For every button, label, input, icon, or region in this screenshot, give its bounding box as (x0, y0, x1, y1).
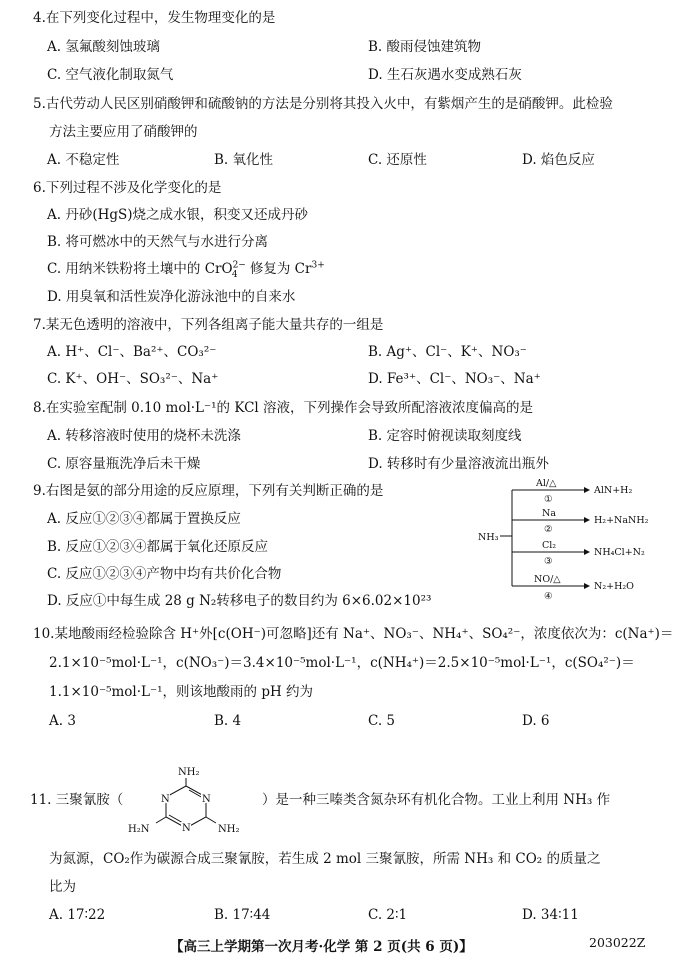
q6-chromium-charge: 3+ (311, 260, 325, 271)
q10-option-a: A. 3 (49, 713, 76, 729)
q6-option-c-text: C. 用纳米铁粉将土壤中的 CrO (47, 261, 233, 277)
q6-stem: 6.下列过程不涉及化学变化的是 (33, 180, 222, 196)
q10-option-d: D. 6 (522, 713, 550, 729)
q9-option-d: D. 反应①中每生成 28 g N₂转移电子的数目约为 6×6.02×10²³ (47, 593, 432, 609)
q7-option-c: C. K⁺、OH⁻、SO₃²⁻、Na⁺ (47, 371, 219, 387)
melamine-structure (118, 766, 258, 840)
q7-option-a: A. H⁺、Cl⁻、Ba²⁺、CO₃²⁻ (47, 344, 217, 360)
melamine-left-amine: H₂N (128, 824, 150, 835)
q8-option-b: B. 定容时俯视读取刻度线 (368, 428, 522, 444)
q7-option-d: D. Fe³⁺、Cl⁻、NO₃⁻、Na⁺ (368, 371, 541, 387)
q11-line3: 比为 (49, 879, 76, 895)
ammonia-reaction-diagram (478, 478, 668, 606)
melamine-svg (118, 766, 258, 840)
branch-3-arrowhead (584, 549, 590, 555)
q6-option-d: D. 用臭氧和活性炭净化游泳池中的自来水 (47, 289, 296, 305)
q5-stem-line1: 5.古代劳动人民区别硝酸钾和硫酸钠的方法是分别将其投入火中，有紫烟产生的是硝酸钾。此检验 (33, 96, 613, 112)
q9-option-a: A. 反应①②③④都属于置换反应 (47, 511, 241, 527)
melamine-left-bond (156, 817, 166, 823)
q5-option-b: B. 氧化性 (214, 152, 274, 168)
ammonia-reaction-svg (478, 478, 668, 606)
q4-option-c: C. 空气液化制取氮气 (47, 67, 174, 83)
q8-stem: 8.在实验室配制 0.10 mol·L⁻¹的 KCl 溶液，下列操作会导致所配溶液浓度偏高的是 (33, 400, 534, 416)
q6-option-c (47, 260, 325, 280)
branch-1-number: ① (544, 494, 553, 505)
q5-option-d: D. 焰色反应 (522, 152, 595, 168)
branch-4-arrowhead (584, 583, 590, 589)
q6-option-a: A. 丹砂(HgS)烧之成水银，积变又还成丹砂 (47, 207, 309, 223)
branch-1-product: AlN+H₂ (594, 485, 633, 496)
q10-line1: 10.某地酸雨经检验除含 H⁺外[c(OH⁻)可忽略]还有 Na⁺、NO₃⁻、NH₄⁺、SO₄²⁻，浓度依次为：c(Na⁺)＝ (33, 626, 674, 642)
branch-4-condition: NO/△ (534, 574, 561, 585)
branch-2-arrowhead (584, 517, 590, 523)
melamine-right-amine: NH₂ (218, 824, 240, 835)
q11-tail: ）是一种三嗪类含氮杂环有机化合物。工业上利用 NH₃ 作 (262, 792, 611, 808)
diagram-source: NH₃ (478, 532, 499, 543)
branch-3-product: NH₄Cl+N₂ (594, 547, 645, 558)
q10-option-b: B. 4 (214, 713, 242, 729)
q5-option-a: A. 不稳定性 (47, 152, 120, 168)
q8-option-a: A. 转移溶液时使用的烧杯未洗涤 (47, 428, 241, 444)
q6-chromate-charge: 2− (232, 260, 246, 271)
branch-1-arrowhead (584, 487, 590, 493)
ring-nitrogen-bottom: N (182, 823, 191, 834)
branch-2-product: H₂+NaNH₂ (594, 515, 649, 526)
q4-option-b: B. 酸雨侵蚀建筑物 (368, 39, 482, 55)
q9-stem: 9.右图是氨的部分用途的反应原理，下列有关判断正确的是 (33, 483, 384, 499)
branch-2-condition: Na (542, 508, 556, 519)
q11-option-c: C. 2∶1 (368, 907, 408, 923)
melamine-double-bond-2 (169, 815, 183, 823)
q10-line3: 1.1×10⁻⁵mol·L⁻¹，则该地酸雨的 pH 约为 (49, 684, 314, 700)
q11-option-d: D. 34∶11 (522, 907, 579, 923)
branch-1-condition: Al/△ (536, 478, 557, 489)
q11-lead: 11. 三聚氰胺（ (30, 792, 124, 808)
q4-option-a: A. 氢氟酸刻蚀玻璃 (47, 39, 160, 55)
q7-stem: 7.某无色透明的溶液中，下列各组离子能大量共存的一组是 (33, 317, 384, 333)
melamine-top-amine: NH₂ (178, 767, 200, 778)
q9-option-c: C. 反应①②③④产物中均有共价化合物 (47, 566, 282, 582)
ring-nitrogen-right: N (202, 794, 211, 805)
page-footer-code: 203022Z (589, 935, 646, 950)
q10-line2: 2.1×10⁻⁵mol·L⁻¹，c(NO₃⁻)＝3.4×10⁻⁵mol·L⁻¹，c(NH₄⁺)＝2.5×10⁻⁵mol·L⁻¹，c(SO₄²⁻)＝ (49, 655, 635, 671)
melamine-ring (166, 786, 206, 828)
q11-option-b: B. 17∶44 (214, 907, 271, 923)
q7-option-b: B. Ag⁺、Cl⁻、K⁺、NO₃⁻ (368, 344, 527, 360)
branch-4-number: ④ (544, 591, 553, 602)
q10-option-c: C. 5 (368, 713, 396, 729)
q6-option-b: B. 将可燃冰中的天然气与水进行分离 (47, 234, 269, 250)
ring-nitrogen-left: N (161, 794, 170, 805)
page-footer-title: 【高三上学期第一次月考·化学 第 2 页(共 6 页)】 (170, 939, 473, 955)
q4-stem: 4.在下列变化过程中，发生物理变化的是 (33, 10, 276, 26)
q6-option-c-mid: 修复为 Cr (245, 261, 312, 277)
branch-2-number: ② (544, 524, 553, 535)
q5-stem-line2: 方法主要应用了硝酸钾的 (49, 124, 198, 140)
q6-chromate-subscript: 4 (231, 269, 238, 280)
q9-option-b: B. 反应①②③④都属于氧化还原反应 (47, 539, 269, 555)
branch-3-number: ③ (544, 556, 553, 567)
q11-option-a: A. 17∶22 (49, 907, 106, 923)
branch-4-product: N₂+H₂O (594, 581, 634, 592)
q8-option-d: D. 转移时有少量溶液流出瓶外 (368, 456, 549, 472)
q5-option-c: C. 还原性 (368, 152, 427, 168)
q8-option-c: C. 原容量瓶洗净后未干燥 (47, 456, 201, 472)
melamine-right-bond (206, 817, 216, 823)
branch-3-condition: Cl₂ (542, 540, 557, 551)
q4-option-d: D. 生石灰遇水变成熟石灰 (368, 67, 522, 83)
q11-line2: 为氮源，CO₂作为碳源合成三聚氰胺，若生成 2 mol 三聚氰胺，所需 NH₃ 和 CO₂ 的质量之 (49, 851, 601, 867)
